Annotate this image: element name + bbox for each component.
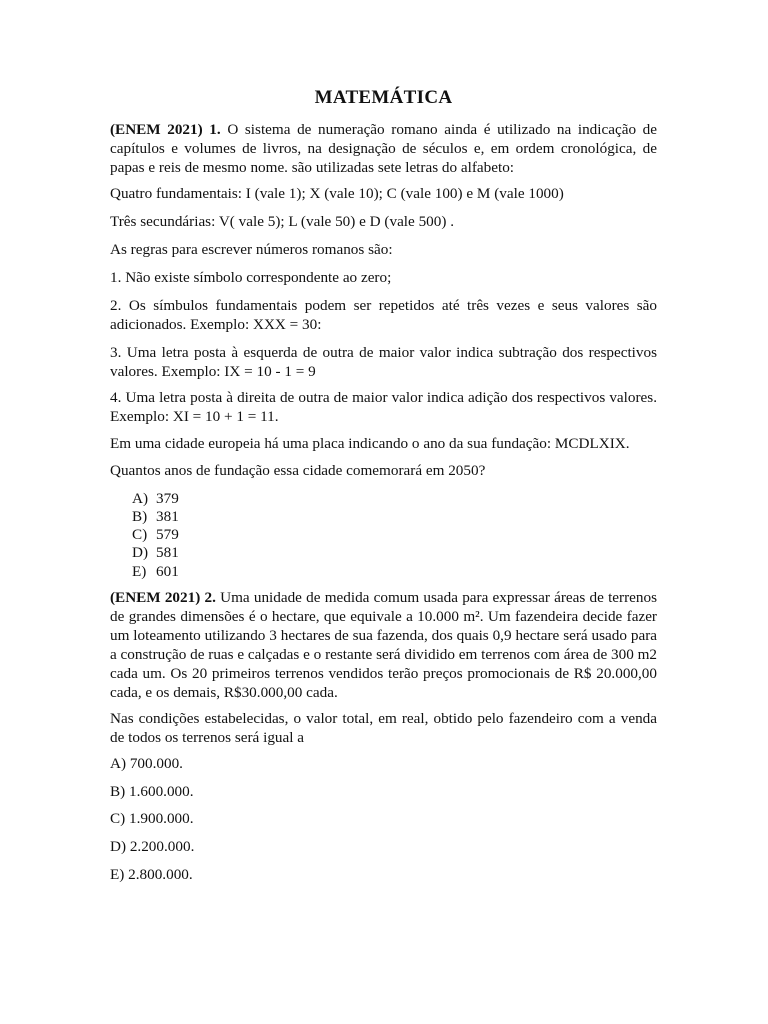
q2-source: (ENEM 2021) 2. (110, 589, 216, 606)
q2-option-e[interactable]: E) 2.800.000. (110, 866, 193, 883)
q1-option-a[interactable] (132, 489, 179, 508)
q2-option-b[interactable]: B) 1.600.000. (110, 783, 194, 800)
q2-question: Nas condições estabelecidas, o valor total, em real, obtido pelo fazendeiro com a venda de todos os terrenos será igual a (110, 710, 657, 746)
q2-intro-paragraph (110, 588, 657, 702)
q1-rule-1: 1. Não existe símbolo correspondente ao zero; (110, 269, 392, 286)
q1-secundarias: Três secundárias: V( vale 5); L (vale 50) e D (vale 500) . (110, 213, 455, 230)
q1-fundamentais: Quatro fundamentais: I (vale 1); X (vale 10); C (vale 100) e M (vale 1000) (110, 185, 564, 202)
q1-context: Em uma cidade europeia há uma placa indicando o ano da sua fundação: MCDLXIX. (110, 435, 630, 452)
q1-rule-2: 2. Os símbulos fundamentais podem ser repetidos até três vezes e seus valores são adicionados. Exemplo: XXX = 30: (110, 297, 657, 333)
option-value: 581 (156, 544, 179, 561)
option-value: 579 (156, 526, 179, 543)
q2-intro-text: Uma unidade de medida comum usada para expressar áreas de terrenos de grandes dimensões é o hectare, que equivale a 10.000 m². Um fazendeira decide fazer um loteamento utilizando 3 hectares de sua fazenda, dos quais 0,9 hectare será usado para a construção de ruas e calçadas e o restante será dividido em terrenos com área de 300 m2 cada um. Os 20 primeiros terrenos vendidos terão preços promocionais de R$ 20.000,00 cada, e os demais, R$30.000,00 cada. (110, 589, 657, 701)
option-label: C) (132, 526, 148, 543)
option-label: E) (132, 563, 147, 580)
q1-option-b[interactable] (132, 507, 179, 526)
page-title: MATEMÁTICA (314, 87, 453, 108)
q2-option-c[interactable]: C) 1.900.000. (110, 810, 194, 827)
q1-intro-paragraph (110, 120, 657, 177)
option-value: 379 (156, 490, 179, 507)
q1-source: (ENEM 2021) 1. (110, 121, 221, 138)
q2-option-d[interactable]: D) 2.200.000. (110, 838, 195, 855)
q1-option-d[interactable] (132, 543, 179, 562)
option-label: B) (132, 508, 148, 525)
q1-option-e[interactable] (132, 562, 179, 581)
q1-rule-3: 3. Uma letra posta à esquerda de outra de maior valor indica subtração dos respectivos valores. Exemplo: IX = 10 - 1 = 9 (110, 344, 657, 380)
q1-question: Quantos anos de fundação essa cidade comemorará em 2050? (110, 462, 486, 479)
q1-regras-intro: As regras para escrever números romanos são: (110, 241, 393, 258)
option-value: 381 (156, 508, 179, 525)
option-label: D) (132, 544, 149, 561)
q2-option-a[interactable]: A) 700.000. (110, 755, 183, 772)
q1-intro-text: O sistema de numeração romano ainda é utilizado na indicação de capítulos e volumes de livros, na designação de séculos e, em ordem cronológica, de papas e reis de mesmo nome. são utilizadas sete letras do alfabeto: (110, 121, 657, 176)
q1-option-c[interactable] (132, 525, 179, 544)
option-label: A) (132, 490, 149, 507)
option-value: 601 (156, 563, 179, 580)
q1-rule-4: 4. Uma letra posta à direita de outra de maior valor indica adição dos respectivos valores. Exemplo: XI = 10 + 1 = 11. (110, 389, 657, 425)
